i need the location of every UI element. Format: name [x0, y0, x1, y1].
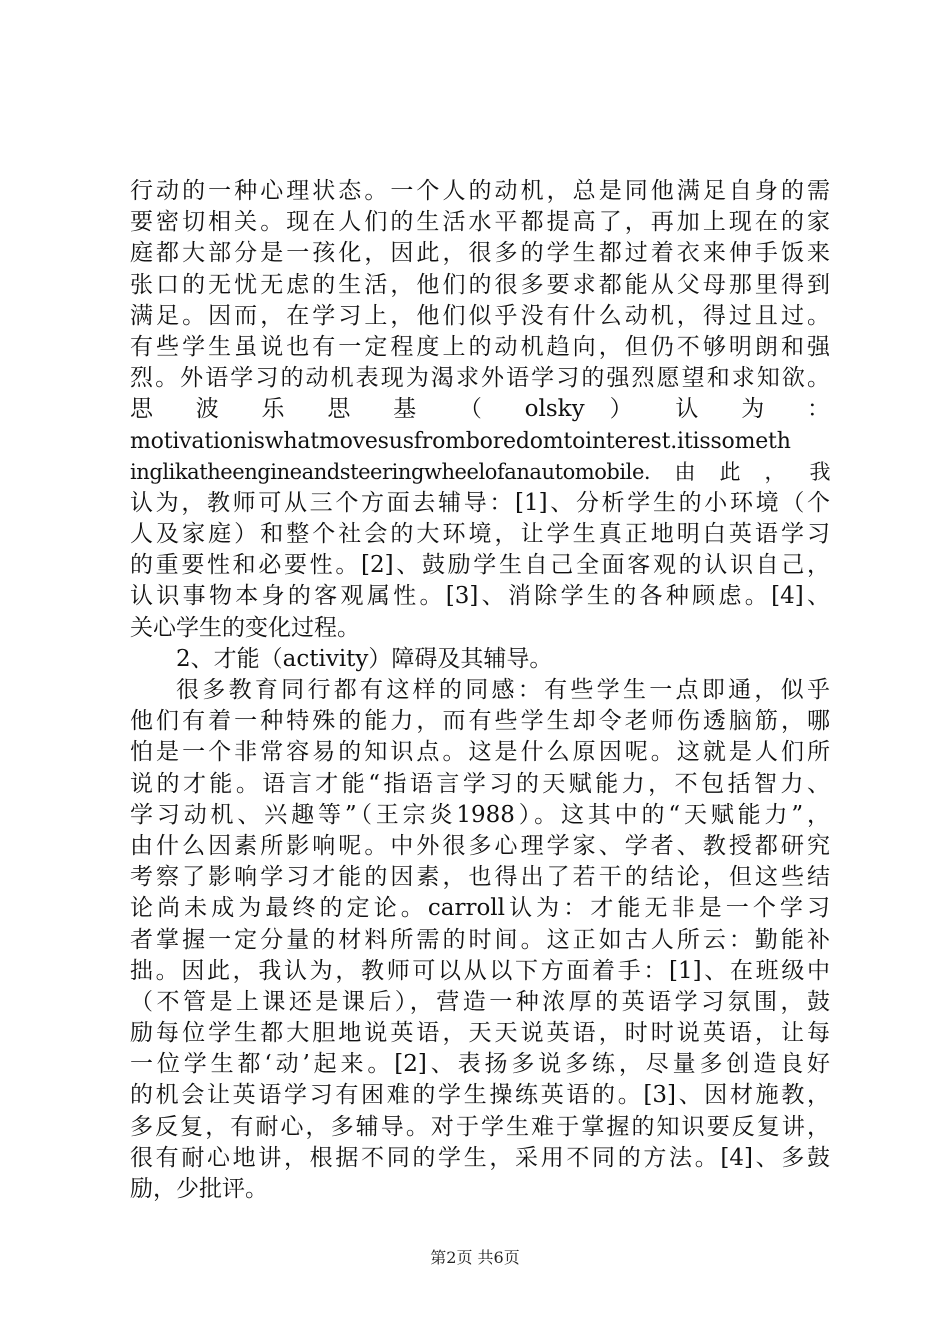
section-heading: 2、才能（activity）障碍及其辅导。: [176, 645, 553, 672]
text-line: 论尚未成为最终的定论。carroll认为：才能无非是一个学习: [130, 895, 830, 922]
text-line: 思 波 乐 思 基 （ olsky ） 认 为 ：: [130, 396, 830, 423]
text-line: 学习动机、兴趣等”（王宗炎1988）。这其中的“天赋能力”，: [130, 801, 830, 828]
text-line: 由什么因素所影响呢。中外很多心理学家、学者、教授都研究: [130, 832, 830, 859]
text-line: 烈。外语学习的动机表现为渴求外语学习的强烈愿望和求知欲。: [130, 365, 830, 392]
text-line: 认为，教师可从三个方面去辅导：[1]、分析学生的小环境（个: [130, 489, 830, 516]
text-line: 一位学生都‘动’起来。[2]、表扬多说多练，尽量多创造良好: [130, 1051, 830, 1078]
text-line: 者掌握一定分量的材料所需的时间。这正如古人所云：勤能补: [130, 926, 830, 953]
text-line: 的机会让英语学习有困难的学生操练英语的。[3]、因材施教，: [130, 1082, 830, 1109]
text-line: 考察了影响学习才能的因素，也得出了若干的结论，但这些结: [130, 864, 830, 891]
text-line: 人及家庭）和整个社会的大环境，让学生真正地明白英语学习: [130, 521, 830, 548]
text-line: 要密切相关。现在人们的生活水平都提高了，再加上现在的家: [130, 209, 830, 236]
text-line: 励每位学生都大胆地说英语，天天说英语，时时说英语，让每: [130, 1020, 830, 1047]
text-line: 说的才能。语言才能“指语言学习的天赋能力，不包括智力、: [130, 770, 830, 797]
text-line: （不管是上课还是课后），营造一种浓厚的英语学习氛围，鼓: [130, 988, 830, 1015]
page-footer: 第2页 共6页: [430, 1248, 520, 1267]
text-line: 多反复，有耐心，多辅导。对于学生难于掌握的知识要反复讲，: [130, 1113, 830, 1140]
text-line: inglikatheengineandsteeringwheelofanautomobile.由此，我: [130, 459, 830, 484]
text-line: 庭都大部分是一孩化，因此，很多的学生都过着衣来伸手饭来: [130, 240, 830, 267]
text-line: 励，少批评。: [130, 1176, 268, 1202]
text-line: 张口的无忧无虑的生活，他们的很多要求都能从父母那里得到: [130, 271, 830, 298]
text-line: 的重要性和必要性。[2]、鼓励学生自己全面客观的认识自己，: [130, 552, 830, 579]
text-line: 关心学生的变化过程。: [130, 614, 360, 641]
text-line: 有些学生虽说也有一定程度上的动机趋向，但仍不够明朗和强: [130, 333, 830, 360]
text-line: 很多教育同行都有这样的同感：有些学生一点即通，似乎: [176, 677, 830, 703]
text-line: 很有耐心地讲，根据不同的学生，采用不同的方法。[4]、多鼓: [130, 1144, 830, 1171]
text-line: motivationiswhatmovesusfromboredomtointerest.itissometh: [130, 428, 791, 454]
text-line: 认识事物本身的客观属性。[3]、消除学生的各种顾虑。[4]、: [130, 583, 830, 610]
text-line: 怕是一个非常容易的知识点。这是什么原因呢。这就是人们所: [130, 739, 830, 766]
text-line: 满足。因而，在学习上，他们似乎没有什么动机，得过且过。: [130, 302, 830, 329]
text-line: 他们有着一种特殊的能力，而有些学生却令老师伤透脑筋，哪: [130, 708, 830, 735]
body-text: [130, 176, 830, 1205]
text-line: 拙。因此，我认为，教师可以从以下方面着手：[1]、在班级中: [130, 957, 830, 984]
text-line: 行动的一种心理状态。一个人的动机，总是同他满足自身的需: [130, 178, 830, 204]
